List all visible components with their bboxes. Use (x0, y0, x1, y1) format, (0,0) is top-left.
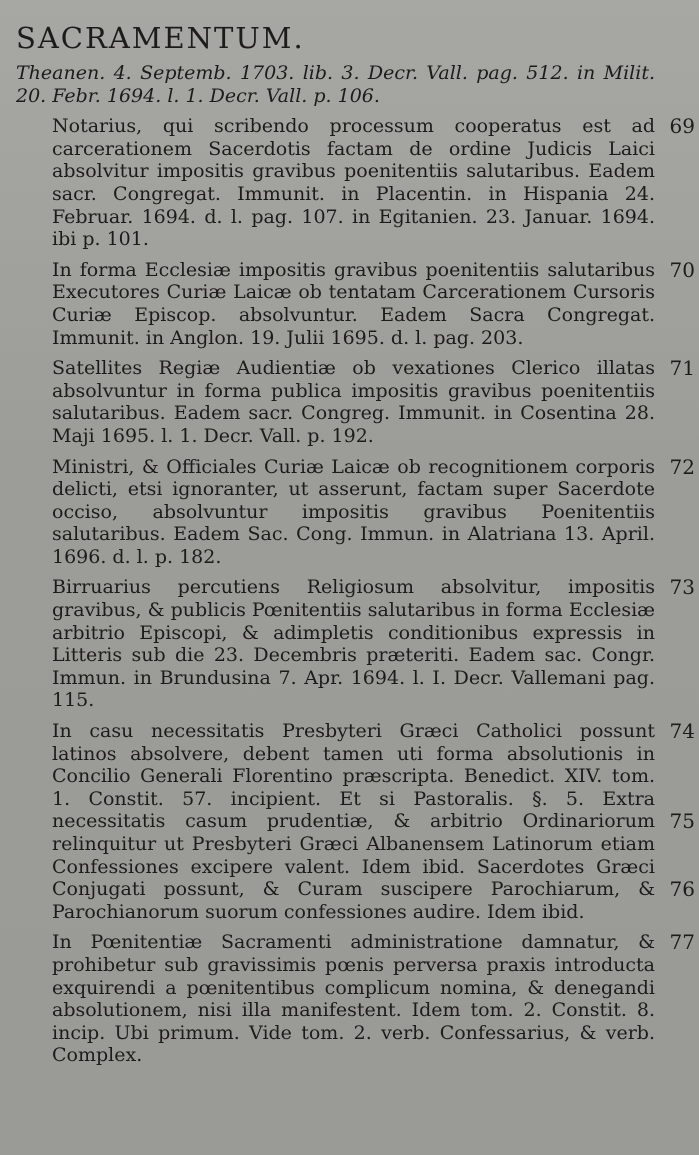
paragraph-73 (16, 575, 695, 712)
paragraph-74 (16, 719, 695, 923)
paragraph-citation (16, 62, 655, 107)
paragraph-text: In Pœnitentiæ Sacramenti administratione damnatur, & prohibetur sub gravissimis pœnis perversa praxis introducta exquirendi a pœnitentibus complicum nomina, & denegandi absolutionem, nisi illa manifestent. Idem tom. 2. Constit. 8. incip. Ubi primum. Vide tom. 2. verb. Confessarius, & verb. Complex. (52, 931, 655, 1067)
margin-number: 72 (669, 454, 695, 479)
paragraph-70 (16, 257, 695, 349)
paragraph-text: Notarius, qui scribendo processum cooperatus est ad carcerationem Sacerdotis factam de ordine Judicis Laici absolvitur impositis gravibus poenitentiis salutaribus. Eadem sacr. Congregat. Immunit. in Placentin. in Hispania 24. Februar. 1694. d. l. pag. 107. in Egitanien. 23. Januar. 1694. ibi p. 101. (52, 115, 655, 251)
paragraph-77 (16, 930, 695, 1067)
paragraph-text: Theanen. 4. Septemb. 1703. lib. 3. Decr. Vall. pag. 512. in Milit. 20. Febr. 1694. l. 1. Decr. Vall. p. 106. (16, 62, 655, 107)
paragraph-69 (16, 114, 695, 251)
paragraph-text: In casu necessitatis Presbyteri Græci Catholici possunt latinos absolvere, debent tamen uti forma absolutionis in Concilio Generali Florentino præscripta. Benedict. XIV. tom. 1. Constit. 57. incipient. Et si Pastoralis. §. 5. Extra necessitatis casum prudentiæ, & arbitrio Ordinariorum relinquitur ut Presbyteri Græci Albanensem Latinorum etiam Confessiones excipere valent. Idem ibid. Sacerdotes Græci Conjugati possunt, & Curam suscipere Parochiarum, & Parochianorum suorum confessiones audire. Idem ibid. (52, 720, 655, 923)
margin-number: 73 (669, 575, 695, 600)
margin-number: 70 (669, 257, 695, 282)
paragraph-71 (16, 356, 695, 447)
margin-number: 75 (669, 809, 695, 834)
paragraph-text: Ministri, & Officiales Curiæ Laicæ ob recognitionem corporis delicti, etsi ignoranter, ut asserunt, factam super Sacerdote occiso, absolvuntur impositis gravibus Poenitentiis salutaribus. Eadem Sac. Cong. Immun. in Alatriana 13. April. 1696. d. l. p. 182. (52, 455, 655, 568)
margin-number: 77 (669, 930, 695, 955)
paragraph-72 (16, 454, 695, 569)
paragraph-text: Satellites Regiæ Audientiæ ob vexationes Clerico illatas absolvuntur in forma publica impositis gravibus poenitentiis salutaribus. Eadem sacr. Congreg. Immunit. in Cosentina 28. Maji 1695. l. 1. Decr. Vall. p. 192. (52, 357, 655, 447)
margin-number: 76 (669, 877, 695, 902)
margin-number: 69 (669, 114, 695, 139)
margin-number: 71 (669, 356, 695, 381)
page-heading: SACRAMENTUM. (16, 21, 305, 55)
paragraph-text: In forma Ecclesiæ impositis gravibus poenitentiis salutaribus Executores Curiæ Laicæ ob tentatam Carcerationem Cursoris Curiæ Episcop. absolvuntur. Eadem Sacra Congregat. Immunit. in Anglon. 19. Julii 1695. d. l. pag. 203. (52, 258, 655, 349)
paragraph-text: Birruarius percutiens Religiosum absolvitur, impositis gravibus, & publicis Pœnitentiis salutaribus in forma Ecclesiæ arbitrio Episcopi, & adimpletis conditionibus expressis in Litteris sub die 23. Decembris præteriti. Eadem sac. Congr. Immun. in Brundusina 7. Apr. 1694. l. I. Decr. Vallemani pag. 115. (52, 576, 655, 712)
margin-number: 74 (669, 719, 695, 744)
